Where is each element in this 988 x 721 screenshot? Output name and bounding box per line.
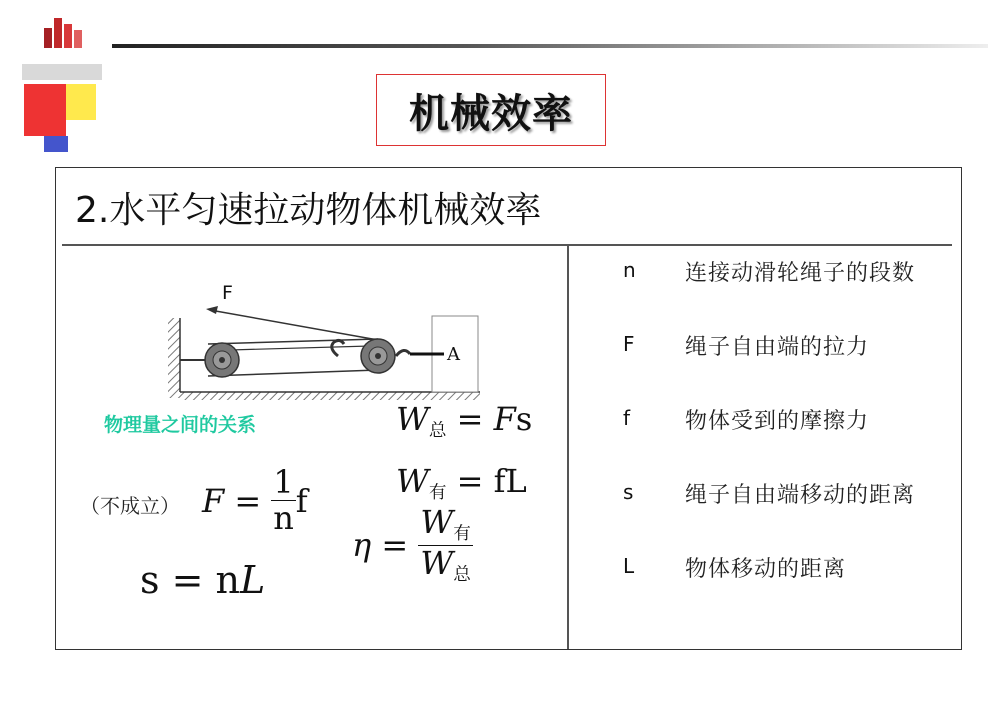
panel-divider-vertical	[567, 245, 569, 649]
page-title: 机械效率	[409, 90, 573, 137]
formula-symbol: F	[493, 400, 516, 438]
block-label: A	[447, 344, 460, 365]
relation-label: 物理量之间的关系	[104, 414, 257, 436]
formula-subscript: 总	[428, 421, 447, 442]
pulley-diagram	[160, 280, 490, 400]
formula-equals: =	[371, 526, 419, 564]
logo-graphic	[16, 10, 106, 155]
formula-total-work	[396, 400, 532, 442]
formula-equals: =	[446, 400, 494, 438]
formula-symbol: L	[239, 558, 266, 602]
formula-force-relation	[202, 465, 308, 536]
fraction-numerator	[418, 505, 473, 546]
not-valid-note: （不成立）	[80, 494, 180, 518]
panel-divider-horizontal	[62, 244, 952, 246]
formula-subscript: 总	[453, 564, 471, 585]
formula-symbol: fL	[493, 462, 527, 500]
formula-subscript: 有	[428, 483, 447, 504]
header-rule	[112, 44, 988, 48]
definition-symbol: L	[623, 554, 635, 578]
formula-symbol: F	[202, 481, 225, 520]
formula-symbol: W	[420, 503, 454, 541]
panel-title: 2.水平匀速拉动物体机械效率	[75, 190, 542, 231]
logo	[16, 10, 106, 155]
definition-symbol: f	[623, 406, 631, 430]
title-box	[376, 74, 606, 146]
force-label: F	[222, 282, 233, 304]
fraction	[271, 465, 295, 536]
definition-text: 绳子自由端的拉力	[685, 335, 870, 360]
fraction-denominator: n	[273, 499, 294, 538]
fraction	[418, 505, 473, 585]
formula-symbol: η	[352, 526, 372, 564]
formula-symbol: s	[515, 400, 533, 438]
formula-distance-relation	[140, 558, 265, 602]
formula-subscript: 有	[453, 524, 471, 545]
definition-text: 物体受到的摩擦力	[685, 409, 870, 434]
pulley-diagram-graphic	[160, 280, 490, 400]
formula-symbol: s = n	[140, 558, 240, 602]
formula-symbol: W	[420, 543, 454, 582]
formula-efficiency	[352, 505, 473, 585]
fraction-denominator	[420, 543, 471, 586]
definition-symbol: n	[623, 258, 636, 282]
formula-symbol: f	[295, 481, 308, 520]
definition-text: 物体移动的距离	[685, 557, 847, 582]
formula-useful-work	[396, 462, 527, 504]
definition-text: 绳子自由端移动的距离	[685, 483, 916, 508]
formula-symbol: W	[396, 400, 429, 438]
formula-symbol: W	[396, 462, 429, 500]
fraction-numerator: 1	[273, 463, 294, 501]
definition-text: 连接动滑轮绳子的段数	[685, 261, 916, 286]
definition-symbol: F	[623, 332, 635, 356]
formula-equals: =	[446, 462, 494, 500]
definition-symbol: s	[623, 480, 634, 504]
formula-equals: =	[224, 481, 272, 520]
